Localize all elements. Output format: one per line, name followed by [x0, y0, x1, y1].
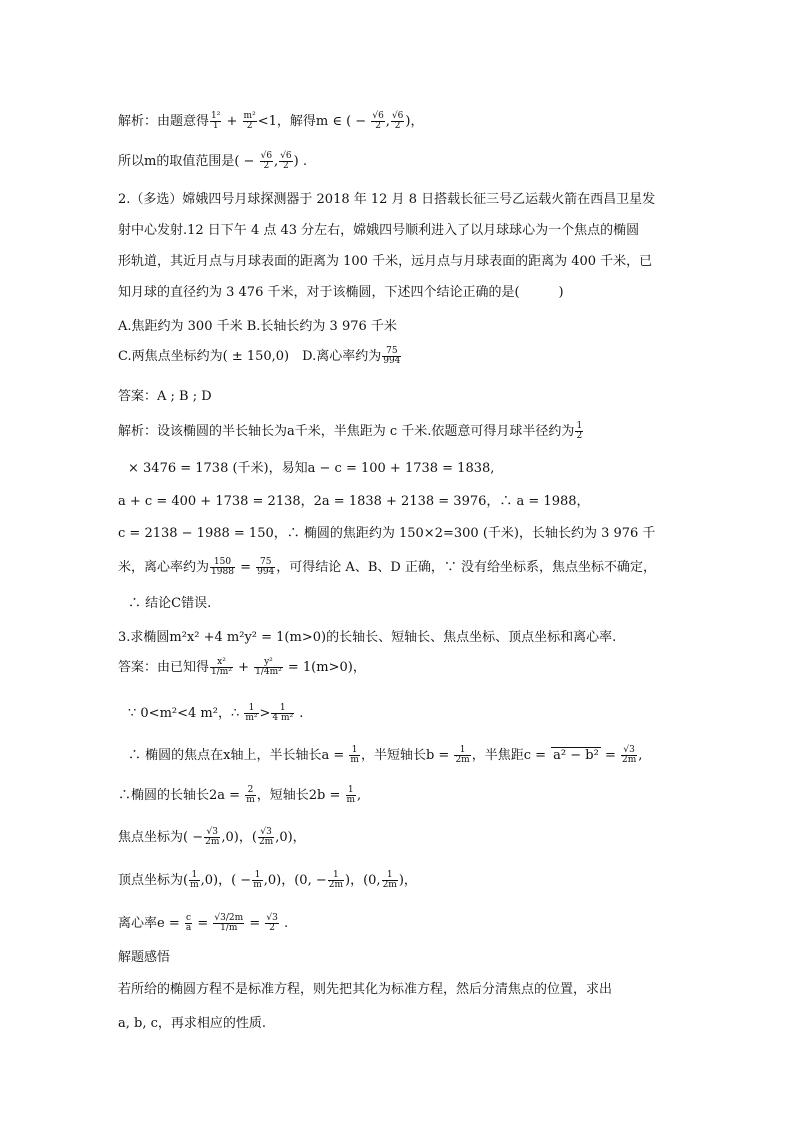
solution-line-2	[118, 150, 307, 171]
comma: ,	[274, 154, 279, 169]
frac-den: m	[246, 795, 255, 805]
frac-num: √3	[258, 828, 274, 838]
frac-den: 2m	[382, 880, 397, 890]
answer-3-line-3	[128, 744, 642, 765]
frac-den: 2m	[622, 755, 637, 765]
frac-num: 1	[328, 871, 344, 881]
frac-num: 1	[252, 871, 263, 881]
text: ) .	[293, 154, 307, 169]
frac-num: y²	[254, 658, 283, 668]
text: ，半焦距c =	[471, 748, 547, 763]
frac-den: 2	[375, 121, 381, 131]
sqrt-expression: a² − b²	[553, 748, 599, 763]
text: ，短轴长2b =	[256, 788, 341, 803]
frac-den: 2	[269, 923, 275, 933]
text: 答案：由已知得	[118, 660, 210, 675]
text: ∵ 0<m²<4 m²，∴	[128, 706, 240, 721]
frac-num: 1	[454, 746, 470, 756]
text: 所以m的取值范围是( −	[118, 154, 255, 169]
plus: +	[226, 114, 238, 129]
question-2-line-3: 形轨道，其近月点与月球表面的距离为 100 千米，远月点与月球表面的距离为 400 千米，已	[118, 254, 653, 269]
frac-num: 1	[349, 746, 360, 756]
frac-num: √3	[204, 828, 220, 838]
frac-den: 2	[263, 161, 270, 171]
frac-den: a	[185, 923, 192, 933]
frac-den: 2m	[328, 880, 343, 890]
text: 米，离心率约为	[118, 560, 210, 575]
frac-num: √6	[260, 151, 273, 161]
period: .	[283, 916, 289, 931]
frac-num: x²	[210, 658, 233, 668]
insight-line-2: a, b, c，再求相应的性质.	[118, 1016, 267, 1031]
solution-2-line-6: ∴ 结论C错误.	[128, 596, 212, 611]
frac-num: √6	[372, 111, 384, 121]
frac-den: m	[346, 795, 356, 805]
frac-den: 2m	[455, 755, 470, 765]
frac-den: 2	[283, 161, 289, 171]
frac-den: 1/4m²	[255, 667, 282, 677]
question-3: 3.求椭圆m²x² +4 m²y² = 1(m>0)的长轴长、短轴长、焦点坐标、顶点坐标和离心率.	[118, 630, 617, 645]
answer-2: 答案：A ; B ; D	[118, 389, 212, 404]
text: ，可得结论 A、B、D 正确，∵ 没有给坐标系，焦点坐标不确定，	[276, 560, 657, 575]
frac-den: 1/m	[220, 923, 238, 933]
text: C.两焦点坐标约为( ± 150,0) D.离心率约为	[118, 349, 382, 364]
solution-2-line-2: × 3476 = 1738 (千米)，易知a − c = 100 + 1738 = 1838,	[128, 461, 495, 476]
frac-den: 2	[576, 431, 583, 441]
text: = 1(m>0)，	[287, 660, 366, 675]
frac-den: 2	[246, 121, 253, 131]
frac-den: m²	[245, 713, 258, 723]
text: )，(0,	[345, 873, 381, 888]
frac-den: 4 m²	[272, 713, 294, 723]
solution-line-1	[118, 110, 423, 131]
question-2-line-2: 射中心发射.12 日下午 4 点 43 分左右，嫦娥四号顺利进入了以月球球心为一个焦点的椭圆	[118, 223, 640, 238]
frac-num: 1	[576, 421, 583, 431]
gt: >	[259, 706, 271, 721]
frac-num: 1	[271, 704, 294, 714]
solution-2-line-4: c = 2138 − 1988 = 150，∴ 椭圆的焦距约为 150×2=300 (千米)，长轴长约为 3 976 千	[118, 526, 656, 541]
text: ,0)，( −	[200, 873, 252, 888]
text: ,0)，(	[221, 830, 257, 845]
frac-den: 994	[383, 356, 401, 366]
text: ∴椭圆的长轴长2a =	[118, 788, 241, 803]
answer-3-line-4	[118, 784, 361, 805]
equals: =	[604, 748, 616, 763]
plus: +	[238, 660, 249, 675]
text: )，	[398, 873, 417, 888]
text: ,0)，(0, −	[263, 873, 327, 888]
frac-den: 994	[257, 567, 275, 577]
frac-den: 2m	[258, 837, 274, 847]
frac-den: m	[190, 880, 199, 890]
focus-coordinates	[118, 826, 306, 847]
frac-den: 2	[394, 121, 401, 131]
frac-num: 1	[189, 871, 200, 881]
frac-num: c	[186, 913, 192, 923]
text: 解析：由题意得	[118, 114, 210, 129]
frac-den: 2m	[205, 837, 220, 847]
text: 顶点坐标为(	[118, 873, 189, 888]
text: <1，解得m ∈ ( −	[257, 114, 367, 129]
equals: =	[249, 916, 261, 931]
frac-num: √3	[621, 746, 637, 756]
question-2-line-4: 知月球的直径约为 3 476 千米，对于该椭圆，下述四个结论正确的是( )	[118, 285, 564, 300]
text: 离心率e =	[118, 916, 180, 931]
options-ab: A.焦距约为 300 千米 B.长轴长约为 3 976 千米	[118, 319, 397, 334]
options-cd	[118, 345, 402, 366]
frac-num: √3/2m	[214, 913, 244, 923]
frac-num: √6	[391, 111, 404, 121]
text: ，半短轴长b =	[360, 748, 450, 763]
frac-num: m²	[243, 111, 256, 121]
comma: ,	[385, 114, 390, 129]
frac-num: 75	[382, 347, 401, 357]
answer-3-line-1	[118, 656, 366, 677]
frac-num: 1	[382, 871, 398, 881]
solution-2-line-1	[118, 420, 584, 441]
frac-den: 1/m²	[211, 667, 232, 677]
comma: ,	[357, 788, 362, 803]
frac-num: 150	[210, 558, 235, 568]
insight-heading: 解题感悟	[118, 950, 171, 965]
comma: ,	[638, 748, 643, 763]
frac-num: 75	[256, 558, 275, 568]
equals: =	[240, 560, 251, 575]
frac-num: 1	[244, 704, 258, 714]
eccentricity	[118, 912, 288, 933]
solution-2-line-3: a + c = 400 + 1738 = 2138，2a = 1838 + 2138 = 3976，∴ a = 1988，	[118, 494, 590, 509]
text: )，	[405, 114, 424, 129]
frac-num: 1	[346, 786, 357, 796]
frac-den: 1	[212, 121, 219, 131]
period: .	[299, 706, 304, 721]
insight-line-1: 若所给的椭圆方程不是标准方程，则先把其化为标准方程，然后分清焦点的位置，求出	[118, 982, 613, 997]
equals: =	[197, 916, 209, 931]
text: 焦点坐标为( −	[118, 830, 204, 845]
text: ∴ 椭圆的焦点在x轴上，半长轴长a =	[128, 748, 345, 763]
frac-num: √3	[266, 913, 278, 923]
text: 解析：设该椭圆的半长轴长为a千米，半焦距为 c 千米.依题意可得月球半径约为	[118, 424, 575, 439]
text: ,0)，	[275, 830, 306, 845]
frac-den: 1988	[211, 567, 234, 577]
frac-num: 1²	[211, 111, 221, 121]
frac-den: m	[350, 755, 359, 765]
answer-3-line-2	[128, 702, 303, 723]
question-2-line-1: 2.（多选）嫦娥四号月球探测器于 2018 年 12 月 8 日搭载长征三号乙运载火箭在西昌卫星发	[118, 192, 656, 207]
frac-num: √6	[280, 151, 292, 161]
vertex-coordinates	[118, 869, 417, 890]
frac-den: m	[253, 880, 262, 890]
frac-num: 2	[245, 786, 256, 796]
solution-2-line-5	[118, 556, 656, 577]
